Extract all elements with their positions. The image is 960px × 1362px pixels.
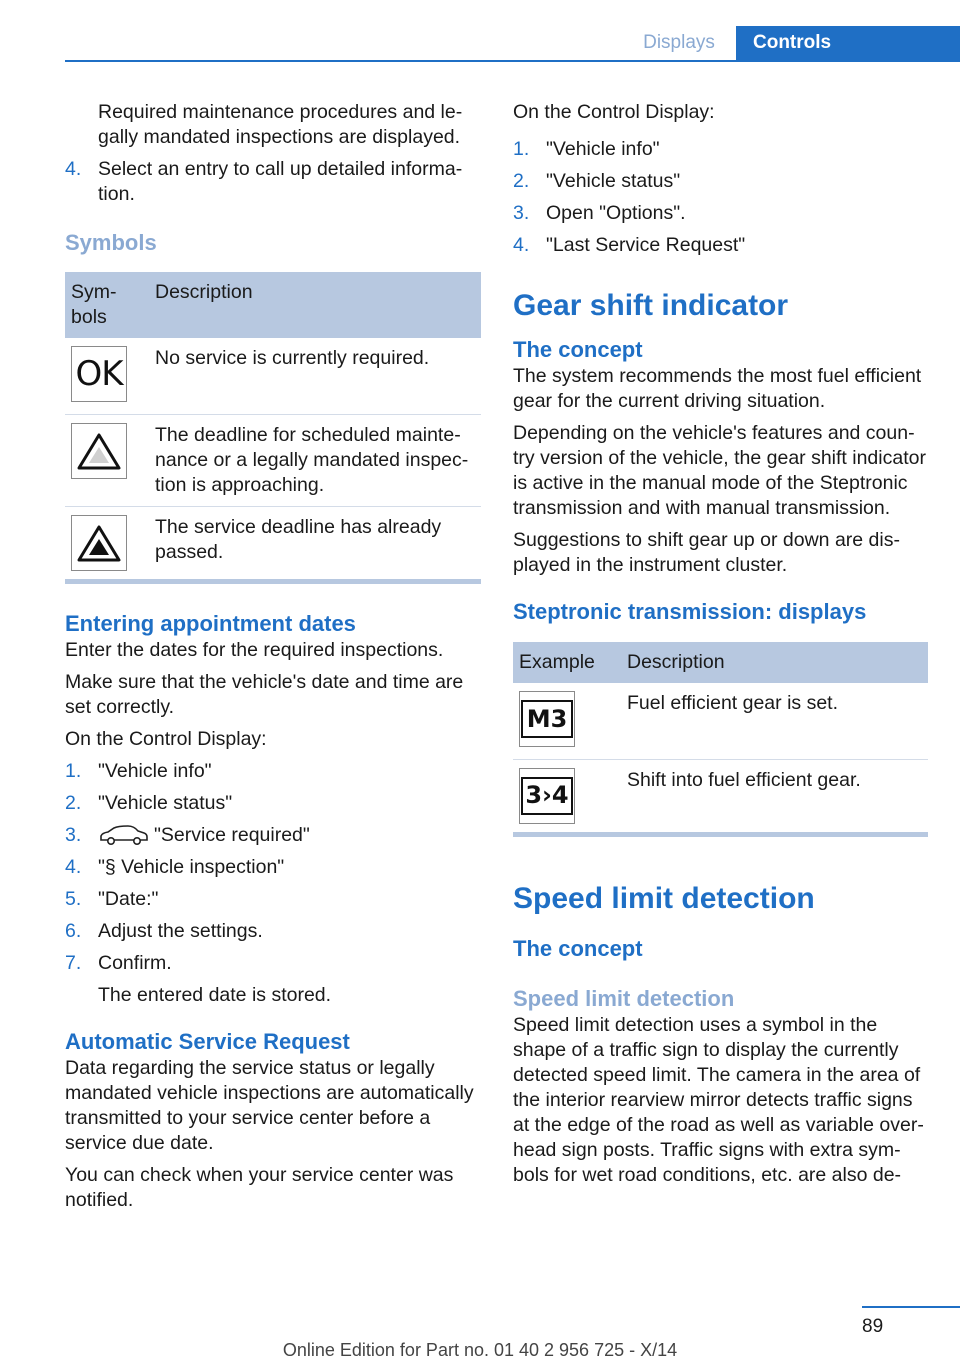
step-text: Adjust the settings. bbox=[98, 919, 263, 942]
step-number: 4. bbox=[65, 158, 82, 180]
description-cell: The deadline for scheduled maintenance or a legally mandated inspection is approaching. bbox=[149, 414, 481, 506]
speed-limit-paragraph: Speed limit detection uses a symbol in the shape of a traffic sign to display the currently detected speed limit. The camera in the area of the interior rearview mirror detects traffic signs at the edge of the road as well as variable overhead sign posts. Traffic signs with extra symbols for wet road conditions, etc. are also de- bbox=[513, 1013, 924, 1186]
step-text: "Vehicle info" bbox=[546, 138, 660, 160]
gear-upshift-label: 3›4 bbox=[521, 777, 573, 815]
step-text: "Vehicle status" bbox=[98, 791, 233, 814]
car-icon bbox=[98, 824, 150, 846]
asr-paragraph: You can check when your service center was notified. bbox=[65, 1163, 454, 1211]
step-text: "Service required" bbox=[154, 823, 310, 846]
list-item bbox=[65, 951, 481, 976]
gear-m3-icon bbox=[519, 691, 575, 747]
step-number: 4. bbox=[513, 234, 530, 256]
col-header-example: Example bbox=[513, 642, 621, 683]
example-cell bbox=[513, 683, 621, 759]
symbols-heading: Symbols bbox=[65, 230, 157, 255]
control-display-steps bbox=[513, 137, 928, 258]
step-number: 4. bbox=[65, 855, 82, 878]
header-rule bbox=[65, 60, 960, 62]
header-chapter-controls: Controls bbox=[736, 26, 960, 62]
col-header-description: Description bbox=[149, 272, 481, 338]
list-item bbox=[65, 157, 481, 207]
appointment-heading: Entering appointment dates bbox=[65, 610, 356, 636]
step-result: The entered date is stored. bbox=[98, 983, 332, 1006]
list-item bbox=[65, 823, 481, 848]
gear-upshift-icon bbox=[519, 768, 575, 824]
step-number: 2. bbox=[513, 170, 530, 192]
table-row bbox=[65, 506, 481, 579]
intro-continuation: Required maintenance procedures and legally mandated inspections are displayed. bbox=[98, 101, 463, 148]
step-number: 5. bbox=[65, 887, 82, 910]
asr-paragraph: Data regarding the service status or legally mandated vehicle inspections are automatically transmitted to your service center before a service due date. bbox=[65, 1056, 474, 1154]
warning-triangle-filled-icon bbox=[71, 515, 127, 571]
list-item bbox=[65, 791, 481, 816]
col-header-symbols: Symbols bbox=[65, 272, 149, 338]
appointment-steps bbox=[65, 759, 481, 976]
symbol-cell bbox=[65, 414, 149, 506]
ok-icon bbox=[71, 346, 127, 402]
list-item bbox=[513, 201, 928, 226]
list-item bbox=[65, 855, 481, 880]
table-row bbox=[65, 338, 481, 414]
speed-limit-concept-heading: The concept bbox=[513, 935, 643, 961]
table-header-row bbox=[513, 642, 928, 683]
page-number: 89 bbox=[862, 1316, 884, 1337]
step-text: "Last Service Request" bbox=[546, 234, 746, 256]
list-item bbox=[65, 919, 481, 944]
table-row bbox=[513, 683, 928, 759]
appointment-paragraph: Make sure that the vehicle's date and time are set correctly. bbox=[65, 670, 464, 718]
description-cell: No service is currently required. bbox=[149, 338, 481, 414]
step-text-with-icon bbox=[98, 823, 481, 848]
step-number: 7. bbox=[65, 951, 82, 974]
speed-limit-subheading: Speed limit detection bbox=[513, 985, 735, 1011]
control-display-intro: On the Control Display: bbox=[513, 101, 715, 123]
example-table bbox=[513, 642, 928, 832]
edition-note: Online Edition for Part no. 01 40 2 956 725 - X/14 bbox=[282, 1340, 678, 1360]
description-cell: The service deadline has already passed. bbox=[155, 515, 442, 563]
step-number: 6. bbox=[65, 919, 82, 942]
symbol-cell bbox=[65, 506, 149, 579]
ok-icon-label: OK bbox=[75, 353, 123, 394]
step-number: 2. bbox=[65, 791, 82, 814]
speed-limit-heading: Speed limit detection bbox=[513, 881, 815, 915]
description-cell: Fuel efficient gear is set. bbox=[621, 683, 928, 759]
gear-shift-heading: Gear shift indicator bbox=[513, 289, 789, 322]
asr-heading: Automatic Service Request bbox=[65, 1028, 350, 1054]
steptronic-heading: Steptronic transmission: displays bbox=[513, 599, 867, 624]
step-text: "Vehicle info" bbox=[98, 759, 212, 782]
description-cell: Shift into fuel efficient gear. bbox=[627, 768, 861, 791]
table-row bbox=[65, 414, 481, 506]
step-number: 1. bbox=[513, 138, 530, 160]
step-number: 3. bbox=[65, 823, 82, 846]
list-item bbox=[65, 759, 481, 784]
step-text: Select an entry to call up detailed information. bbox=[98, 158, 463, 205]
step-text: "Vehicle status" bbox=[546, 170, 681, 192]
gear-shift-paragraph: The system recommends the most fuel efficient gear for the current driving situation. bbox=[513, 365, 922, 412]
warning-triangle-icon bbox=[71, 423, 127, 479]
gear-shift-concept-heading: The concept bbox=[513, 337, 643, 362]
page-header bbox=[0, 0, 960, 62]
step-text: "§ Vehicle inspection" bbox=[98, 855, 285, 878]
step-number: 1. bbox=[65, 759, 82, 782]
list-item bbox=[513, 137, 928, 162]
symbol-cell bbox=[65, 338, 149, 414]
appointment-paragraph: On the Control Display: bbox=[65, 727, 267, 750]
table-end-rule bbox=[513, 832, 928, 837]
table-row bbox=[513, 759, 928, 832]
header-section-displays: Displays bbox=[643, 32, 715, 53]
list-item bbox=[513, 233, 928, 258]
table-header-row bbox=[65, 272, 481, 338]
right-column bbox=[513, 100, 928, 1195]
col-header-description: Description bbox=[621, 642, 928, 683]
example-cell bbox=[513, 759, 621, 832]
step-text: "Date:" bbox=[98, 887, 159, 910]
step-number: 3. bbox=[513, 202, 530, 224]
footer-rule bbox=[862, 1306, 960, 1308]
list-item bbox=[513, 169, 928, 194]
gear-m3-label: M3 bbox=[521, 700, 573, 738]
appointment-paragraph: Enter the dates for the required inspections. bbox=[65, 638, 444, 661]
symbols-table bbox=[65, 272, 481, 579]
gear-shift-paragraph: Depending on the vehicle's features and country version of the vehicle, the gear shift indicator is active in the manual mode of the Steptronic transmission and with manual transmission. bbox=[513, 422, 926, 519]
table-end-rule bbox=[65, 579, 481, 584]
list-item bbox=[65, 887, 481, 912]
gear-shift-paragraph: Suggestions to shift gear up or down are displayed in the instrument cluster. bbox=[513, 529, 900, 576]
intro-steps bbox=[65, 157, 481, 207]
step-text: Confirm. bbox=[98, 951, 172, 974]
step-text: Open "Options". bbox=[546, 202, 686, 224]
left-column bbox=[65, 100, 481, 1220]
